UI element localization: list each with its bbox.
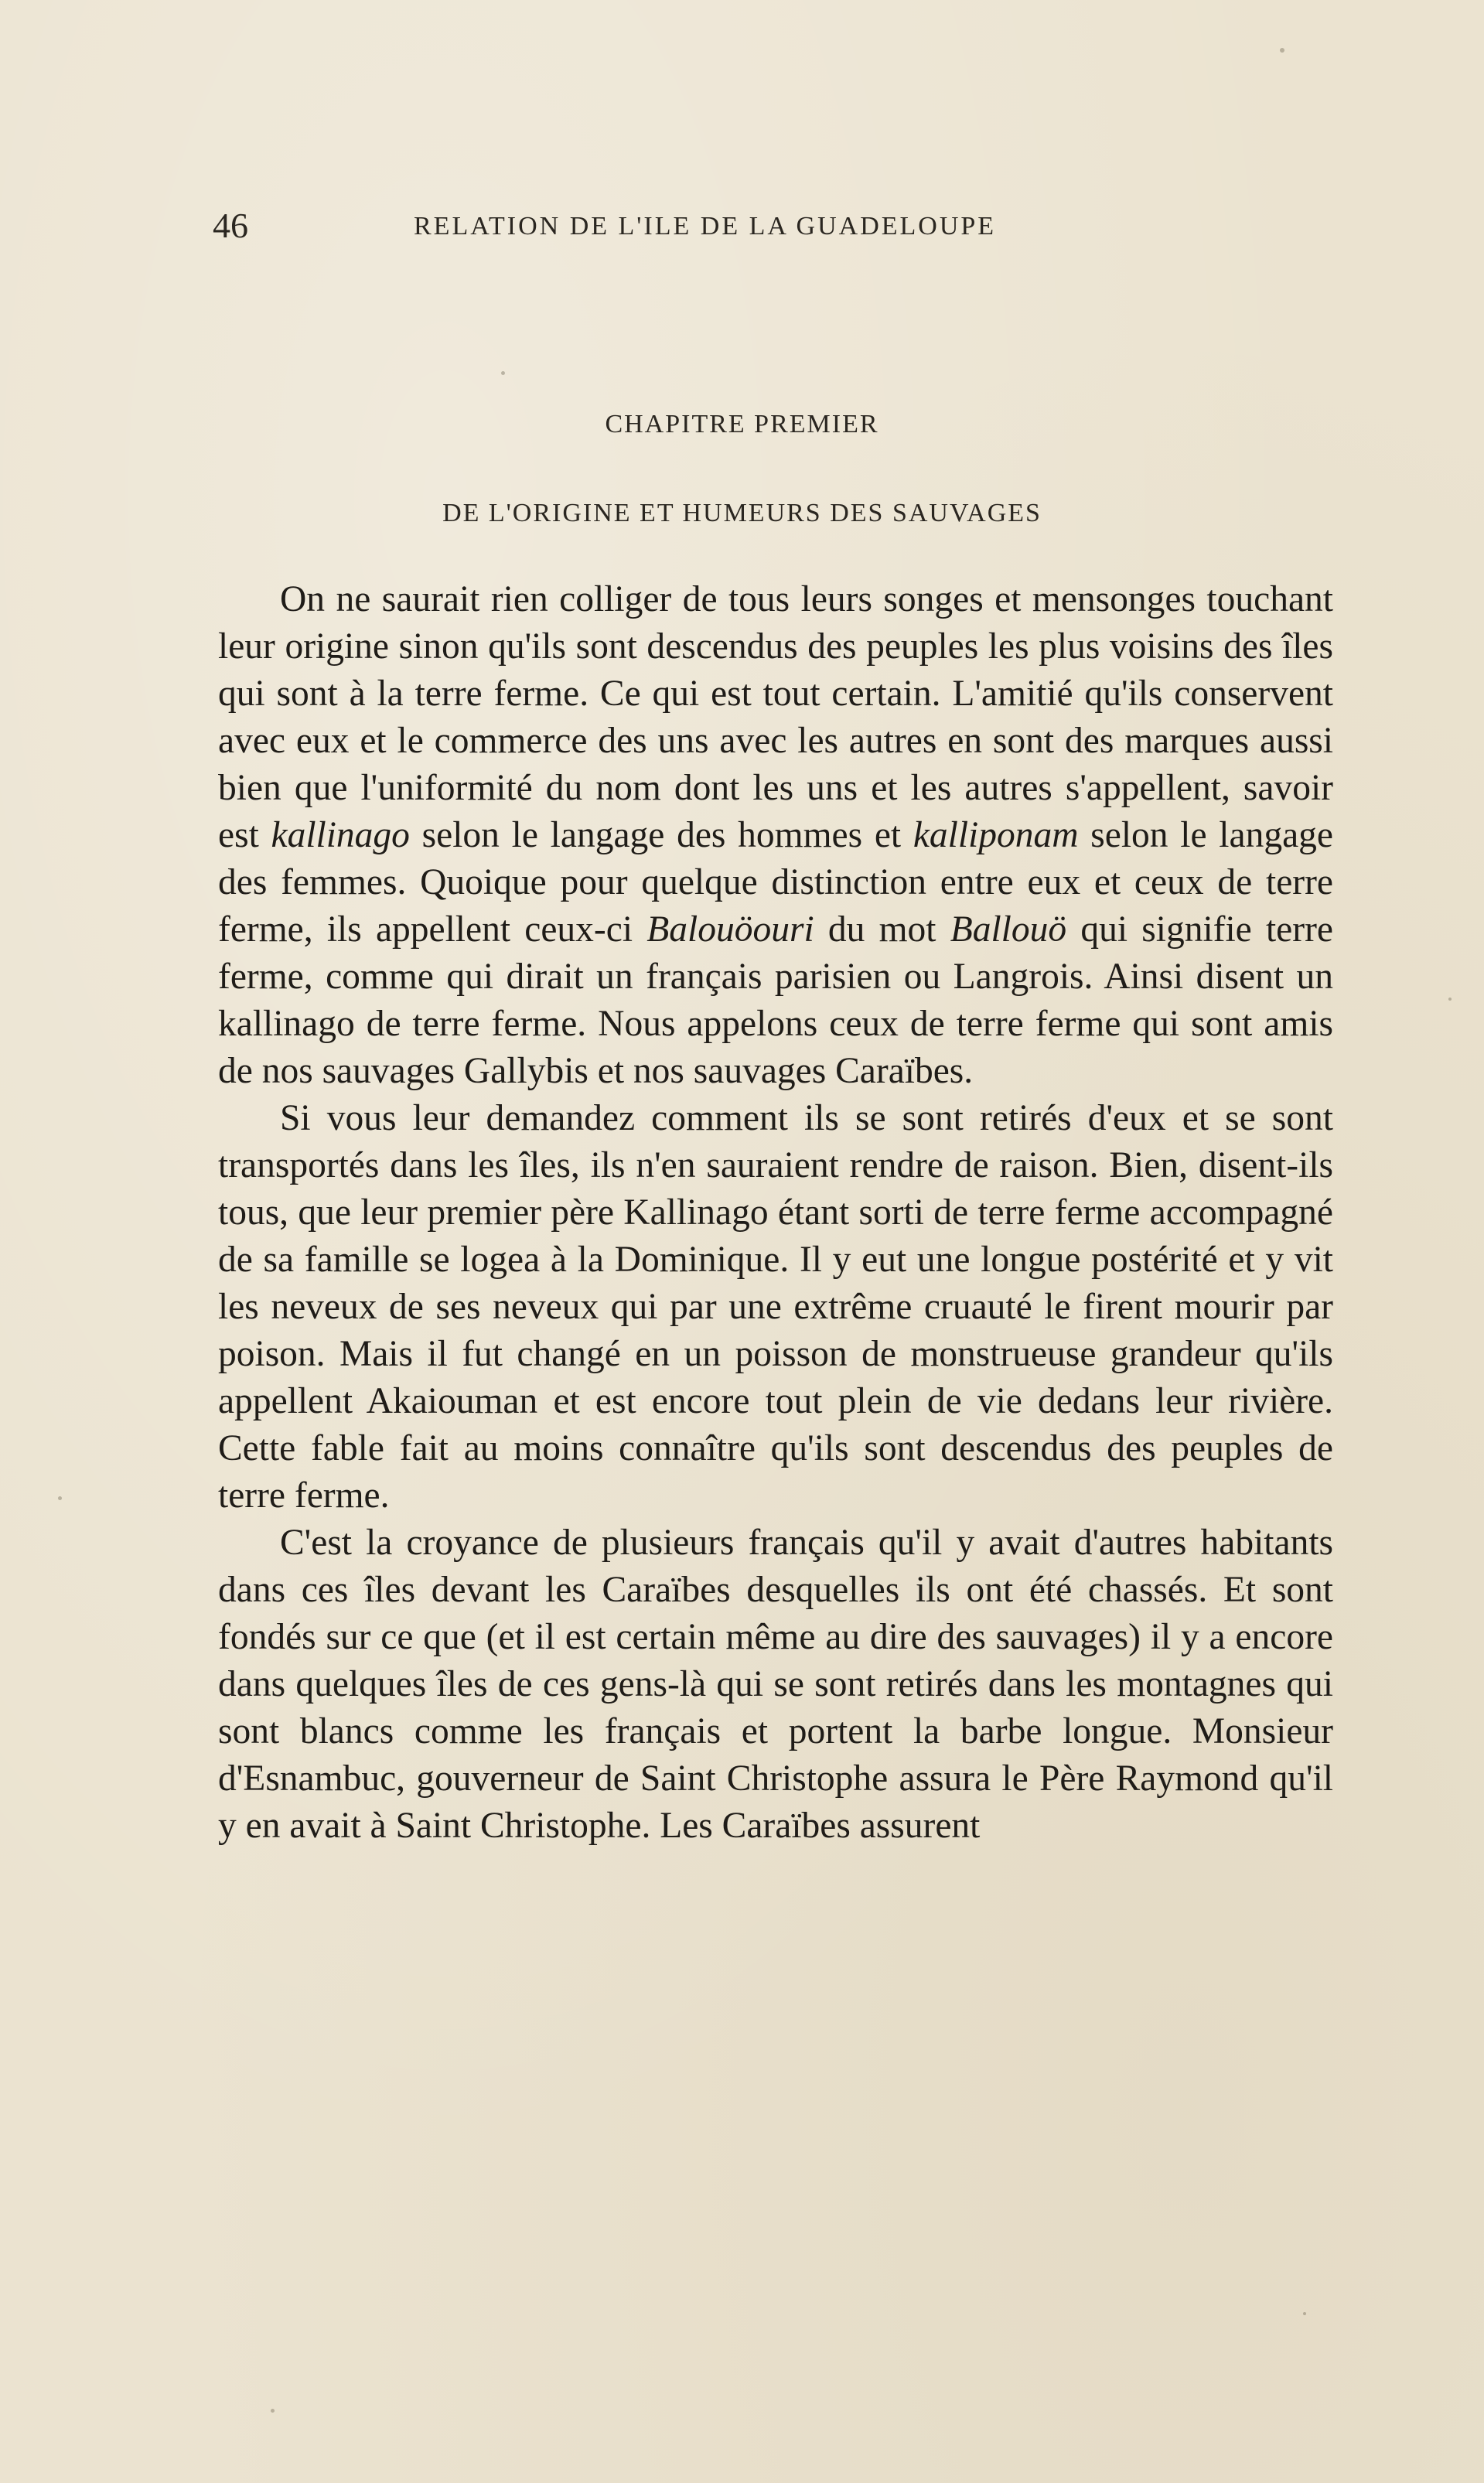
paper-speck: [1303, 2312, 1306, 2315]
paper-speck: [1448, 998, 1452, 1001]
italic-term: kalliponam: [913, 815, 1079, 855]
paragraph: Si vous leur demandez comment ils se sont retirés d'eux et se sont transportés dans les îles, ils n'en sauraient rendre de raison. Bien, disent-ils tous, que leur premier père Kallinago étant sorti de terre ferme accompagné de sa famille se logea à la Dominique. Il y eut une longue postérité et y vit les neveux de ses neveux qui par une extrême cruauté le firent mourir par poison. Mais il fut changé en un poisson de monstrueuse grandeur qu'ils appellent Akaiouman et est encore tout plein de vie dedans leur rivière. Cette fable fait au moins connaître qu'ils sont descendus des peuples de terre ferme.: [218, 1098, 1333, 1516]
paper-speck: [271, 2409, 275, 2413]
paragraph: C'est la croyance de plusieurs français qu'il y avait d'autres habitants dans ces îles devant les Caraïbes desquelles ils ont été chassés. Et sont fondés sur ce que (et il est certain même au dire des sauvages) il y a encore dans quelques îles de ces gens-là qui se sont retirés dans les montagnes qui sont blancs comme les français et portent la barbe longue. Monsieur d'Esnambuc, gouverneur de Saint Christophe assura le Père Raymond qu'il y en avait à Saint Christophe. Les Caraïbes assurent: [218, 1523, 1333, 1846]
italic-term: kallinago: [271, 815, 410, 855]
running-header: [182, 203, 1141, 249]
running-title: RELATION DE L'ILE DE LA GUADELOUPE: [414, 212, 997, 240]
text-run: On ne saurait rien colliger de tous leurs songes et mensonges touchant leur origine sinon qu'ils sont descendus des peuples les plus voisins des îles qui sont à la terre ferme. Ce qui est tout certain. L'amitié qu'ils conservent avec eux et le commerce des uns avec les autres en sont des marques aussi bien que l'uniformité du nom dont les uns et les autres s'appellent, savoir est: [218, 579, 1333, 855]
paper-speck: [501, 371, 505, 375]
paper-speck: [1280, 48, 1284, 53]
chapter-number: CHAPITRE PREMIER: [605, 410, 879, 438]
page-number: 46: [213, 206, 248, 245]
body-text: [218, 576, 1333, 1850]
italic-term: Balouöouri: [646, 909, 814, 950]
paper-speck: [58, 1496, 62, 1500]
text-run: selon le langage des hommes et: [409, 815, 913, 855]
text-run: selon le langage des femmes. Quoique pour quelque distinction entre eux et ceux de terre ferme, ils appellent ceux-ci: [218, 815, 1333, 950]
text-run: du mot: [814, 909, 950, 950]
italic-term: Ballouö: [950, 909, 1067, 950]
text-run: qui signifie terre ferme, comme qui dirait un français parisien ou Langrois. Ainsi disent un kallinago de terre ferme. Nous appelons ceux de terre ferme qui sont amis de nos sauvages Gallybis et nos sauvages Caraïbes.: [218, 909, 1333, 1091]
paragraph: [218, 576, 1333, 1095]
chapter-title: DE L'ORIGINE ET HUMEURS DES SAUVAGES: [442, 499, 1042, 527]
